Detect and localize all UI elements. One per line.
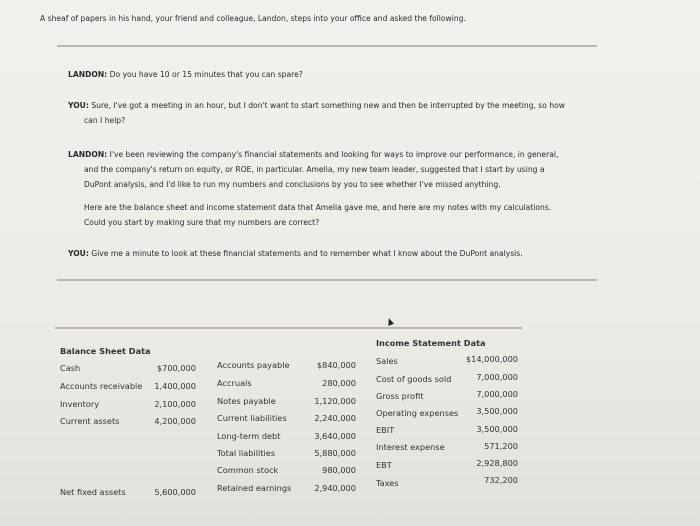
balance-liability-label: Common stock xyxy=(217,465,279,475)
dialogue-3: LANDON: I've been reviewing the company's financial statements and looking for ways to improve our performance, in general, xyxy=(68,150,559,159)
table-top-rule xyxy=(55,327,522,329)
income-statement-heading: Income Statement Data xyxy=(376,338,486,348)
income-row-value: 571,200 xyxy=(484,441,518,451)
balance-liability-label: Notes payable xyxy=(217,396,276,406)
balance-asset-label: Accounts receivable xyxy=(60,381,143,391)
balance-asset-label: Cash xyxy=(60,363,81,373)
dialogue-3b-cont: Could you start by making sure that my numbers are correct? xyxy=(84,218,320,227)
dialogue-2-cont: can I help? xyxy=(84,116,126,125)
balance-liability-label: Current liabilities xyxy=(217,413,287,423)
balance-liability-value: 3,640,000 xyxy=(314,431,356,441)
income-row-value: 732,200 xyxy=(484,475,518,485)
balance-asset-label: Current assets xyxy=(60,416,120,426)
balance-sheet-heading: Balance Sheet Data xyxy=(60,346,151,356)
balance-liability-label: Accounts payable xyxy=(217,360,290,370)
income-row-label: Interest expense xyxy=(376,442,445,452)
income-row-label: Cost of goods sold xyxy=(376,374,452,384)
intro-text: A sheaf of papers in his hand, your friend and colleague, Landon, steps into your office and asked the following. xyxy=(40,14,466,23)
mouse-cursor-icon xyxy=(386,317,394,326)
balance-liability-value: $840,000 xyxy=(316,360,356,370)
divider-top xyxy=(57,45,597,47)
income-row-value: $14,000,000 xyxy=(465,354,518,364)
balance-asset-label: Inventory xyxy=(60,399,100,409)
income-row-value: 3,500,000 xyxy=(476,424,518,434)
balance-liability-value: 1,120,000 xyxy=(314,396,356,406)
balance-asset-value: $700,000 xyxy=(156,363,196,373)
income-row-value: 7,000,000 xyxy=(476,389,518,399)
dialogue-2: YOU: Sure, I've got a meeting in an hour, but I don't want to start something new and then be interrupted by the meeting, so how xyxy=(68,101,565,110)
balance-liability-value: 2,240,000 xyxy=(314,413,356,423)
balance-liability-label: Accruals xyxy=(217,378,252,388)
income-row-label: Taxes xyxy=(376,478,399,488)
income-row-label: Operating expenses xyxy=(376,408,459,418)
balance-asset-label: Net fixed assets xyxy=(60,487,126,497)
divider-mid xyxy=(57,279,597,281)
income-row-label: EBT xyxy=(376,460,392,470)
income-row-label: EBIT xyxy=(376,425,395,435)
balance-liability-value: 5,880,000 xyxy=(314,448,356,458)
balance-asset-value: 5,600,000 xyxy=(154,487,196,497)
balance-liability-value: 2,940,000 xyxy=(314,483,356,493)
dialogue-1: LANDON: Do you have 10 or 15 minutes that you can spare? xyxy=(68,70,303,79)
balance-liability-label: Retained earnings xyxy=(217,483,292,493)
income-row-value: 2,928,800 xyxy=(476,458,518,468)
balance-asset-value: 4,200,000 xyxy=(154,416,196,426)
dialogue-4: YOU: Give me a minute to look at these financial statements and to remember what I know about the DuPont analysis. xyxy=(68,249,523,258)
balance-asset-value: 1,400,000 xyxy=(154,381,196,391)
income-row-value: 3,500,000 xyxy=(476,406,518,416)
dialogue-3-cont1: and the company's return on equity, or ROE, in particular. Amelia, my new team leader, suggested that I start by using a xyxy=(84,165,545,174)
dialogue-3b: Here are the balance sheet and income statement data that Amelia gave me, and here are my notes with my calculations. xyxy=(84,203,552,212)
income-row-label: Sales xyxy=(376,356,398,366)
balance-liability-value: 980,000 xyxy=(322,465,356,475)
balance-asset-value: 2,100,000 xyxy=(154,399,196,409)
income-row-value: 7,000,000 xyxy=(476,372,518,382)
dialogue-3-cont2: DuPont analysis, and I'd like to run my numbers and conclusions by you to see whether I've missed anything. xyxy=(84,180,501,189)
balance-liability-value: 280,000 xyxy=(322,378,356,388)
income-row-label: Gross profit xyxy=(376,391,424,401)
balance-liability-label: Total liabilities xyxy=(217,448,276,458)
balance-liability-label: Long-term debt xyxy=(217,431,281,441)
